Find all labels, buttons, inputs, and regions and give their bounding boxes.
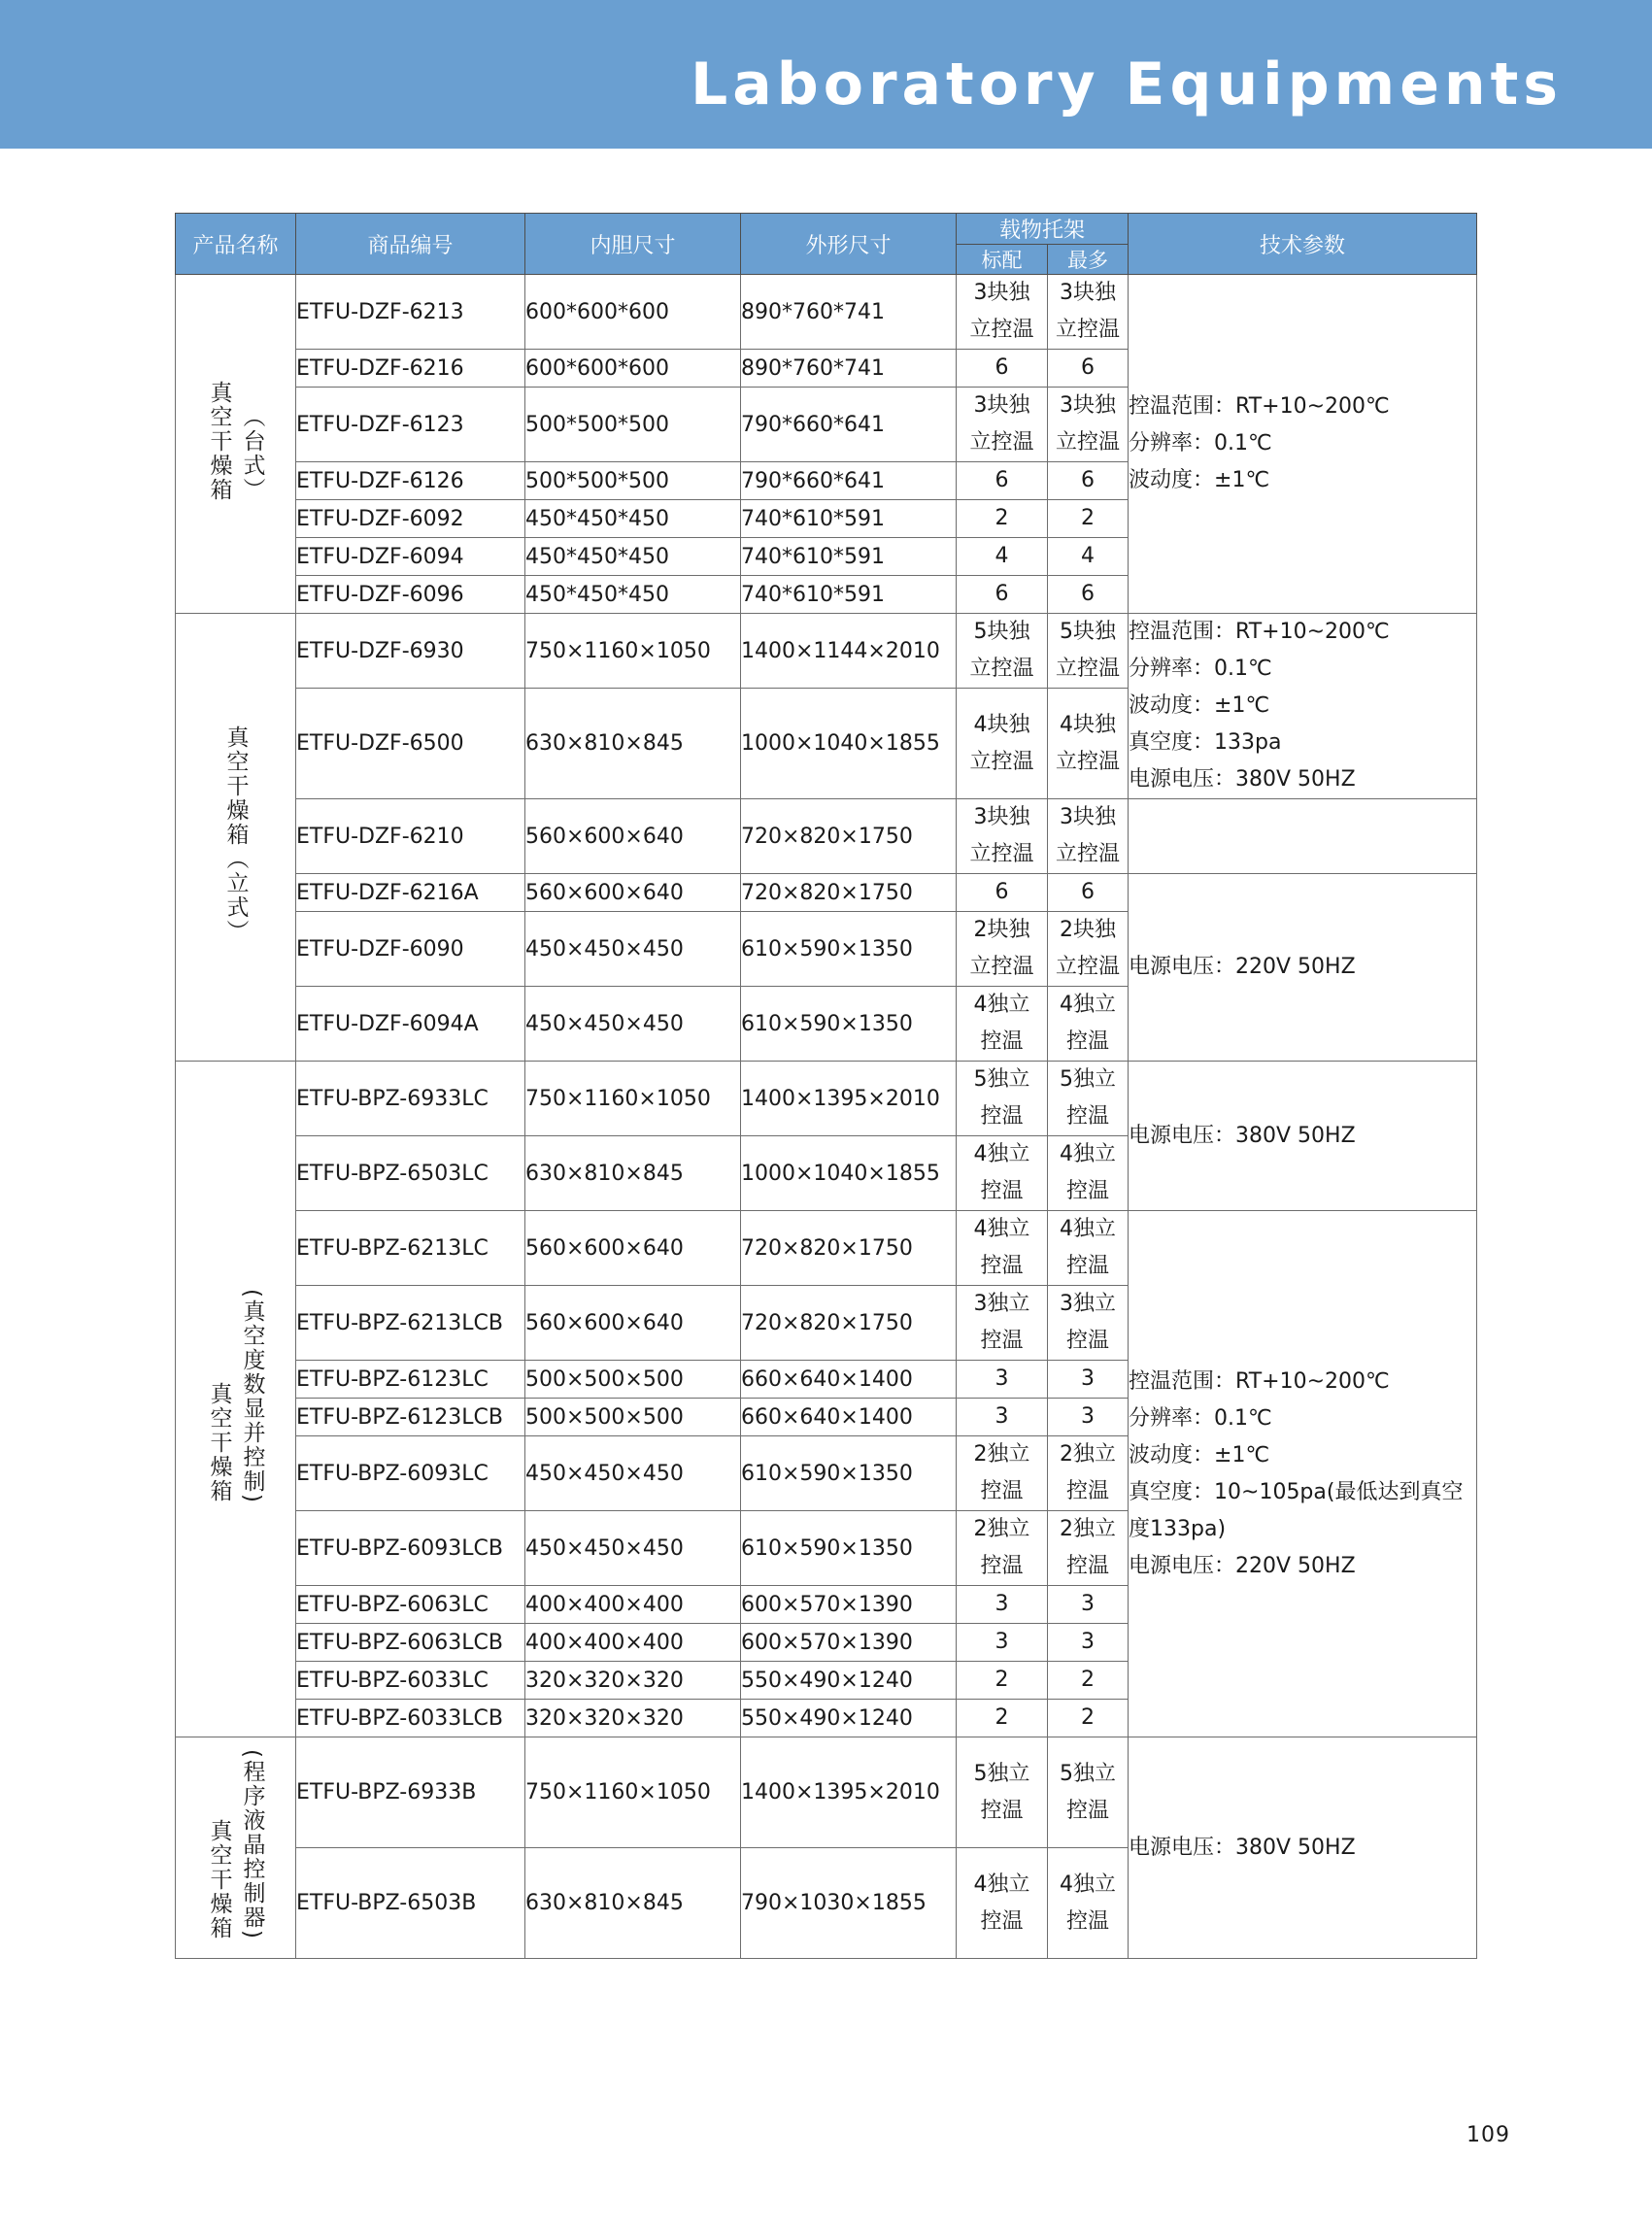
outer-size-cell: 660×640×1400 xyxy=(741,1361,957,1399)
tech-params-cell xyxy=(1129,874,1477,1062)
model-cell: ETFU-BPZ-6123LCB xyxy=(296,1399,525,1436)
model-cell: ETFU-BPZ-6123LC xyxy=(296,1361,525,1399)
tray-max-cell-line: 4块独 xyxy=(1060,712,1116,737)
header-outer-size: 外形尺寸 xyxy=(741,214,957,275)
tray-max-cell-line: 控温 xyxy=(1066,1908,1110,1934)
tray-standard-cell-line: 5独立 xyxy=(973,1067,1030,1092)
inner-size-cell: 750×1160×1050 xyxy=(525,1062,741,1136)
tech-param-line: 分辨率：0.1℃ xyxy=(1129,657,1272,681)
table-row xyxy=(176,874,1477,912)
tray-max-cell-line: 立控温 xyxy=(1056,318,1121,342)
category-cell xyxy=(176,275,296,614)
tray-standard-cell xyxy=(957,500,1048,538)
model-cell: ETFU-BPZ-6033LC xyxy=(296,1662,525,1700)
tray-max-cell xyxy=(1048,799,1129,874)
tray-standard-cell xyxy=(957,538,1048,576)
model-cell: ETFU-BPZ-6093LCB xyxy=(296,1511,525,1586)
outer-size-cell: 890*760*741 xyxy=(741,350,957,388)
category-label: 真空干燥箱（立式） xyxy=(222,725,249,944)
model-cell: ETFU-BPZ-6503B xyxy=(296,1848,525,1959)
tray-max-cell-line: 控温 xyxy=(1066,1329,1110,1353)
category-label: （台式） xyxy=(239,404,265,502)
outer-size-cell: 550×490×1240 xyxy=(741,1662,957,1700)
category-label: (程序液晶控制器) xyxy=(239,1749,265,1940)
tray-standard-cell-line: 立控温 xyxy=(969,842,1034,866)
tray-standard-cell xyxy=(957,1511,1048,1586)
spec-table-body xyxy=(176,275,1477,1959)
outer-size-cell: 720×820×1750 xyxy=(741,874,957,912)
outer-size-cell: 610×590×1350 xyxy=(741,1511,957,1586)
inner-size-cell: 560×600×640 xyxy=(525,1211,741,1286)
tray-standard-cell-line: 6 xyxy=(995,468,1009,492)
inner-size-cell: 750×1160×1050 xyxy=(525,1737,741,1848)
tray-standard-cell-line: 4块独 xyxy=(973,712,1030,737)
tray-max-cell-line: 控温 xyxy=(1066,1479,1110,1503)
page-number: 109 xyxy=(1467,2123,1510,2147)
tray-standard-cell-line: 控温 xyxy=(980,1179,1024,1203)
tray-max-cell-line: 3 xyxy=(1081,1630,1095,1654)
tray-standard-cell-line: 4独立 xyxy=(973,1872,1030,1897)
tray-max-cell-line: 6 xyxy=(1081,355,1095,380)
tray-max-cell xyxy=(1048,462,1129,500)
inner-size-cell: 500×500×500 xyxy=(525,1361,741,1399)
tray-max-cell-line: 2 xyxy=(1081,1705,1095,1730)
model-cell: ETFU-BPZ-6503LC xyxy=(296,1136,525,1211)
tray-max-cell-line: 3块独 xyxy=(1060,805,1116,829)
tray-max-cell xyxy=(1048,1062,1129,1136)
tray-standard-cell-line: 5块独 xyxy=(973,620,1030,644)
tray-max-cell xyxy=(1048,874,1129,912)
tray-max-cell xyxy=(1048,912,1129,987)
tray-standard-cell xyxy=(957,1662,1048,1700)
tray-max-cell-line: 5块独 xyxy=(1060,620,1116,644)
tray-max-cell-line: 6 xyxy=(1081,468,1095,492)
tray-standard-cell xyxy=(957,388,1048,462)
tech-params-cell xyxy=(1129,799,1477,874)
tray-standard-cell-line: 3 xyxy=(995,1404,1009,1429)
tray-standard-cell xyxy=(957,1700,1048,1737)
tray-standard-cell xyxy=(957,874,1048,912)
header-tech: 技术参数 xyxy=(1129,214,1477,275)
model-cell: ETFU-BPZ-6933LC xyxy=(296,1062,525,1136)
tray-max-cell-line: 立控温 xyxy=(1056,430,1121,455)
tray-max-cell-line: 2独立 xyxy=(1060,1517,1116,1541)
tray-max-cell xyxy=(1048,1399,1129,1436)
tray-standard-cell xyxy=(957,1399,1048,1436)
tech-params-cell xyxy=(1129,1062,1477,1211)
model-cell: ETFU-DZF-6096 xyxy=(296,576,525,614)
model-cell: ETFU-BPZ-6213LCB xyxy=(296,1286,525,1361)
inner-size-cell: 500×500×500 xyxy=(525,1399,741,1436)
tray-max-cell xyxy=(1048,1624,1129,1662)
tray-max-cell-line: 控温 xyxy=(1066,1104,1110,1129)
tech-param-line: 电源电压：380V 50HZ xyxy=(1129,1835,1356,1860)
tray-max-cell xyxy=(1048,1848,1129,1959)
category-cell xyxy=(176,1737,296,1959)
table-row xyxy=(176,1737,1477,1848)
tray-standard-cell xyxy=(957,1136,1048,1211)
tray-standard-cell-line: 2块独 xyxy=(973,918,1030,942)
tray-max-cell-line: 控温 xyxy=(1066,1798,1110,1823)
tray-standard-cell-line: 2 xyxy=(995,1668,1009,1692)
inner-size-cell: 450×450×450 xyxy=(525,912,741,987)
outer-size-cell: 1000×1040×1855 xyxy=(741,1136,957,1211)
tray-max-cell-line: 控温 xyxy=(1066,1179,1110,1203)
tech-param-line: 度133pa) xyxy=(1129,1516,1227,1541)
model-cell: ETFU-DZF-6090 xyxy=(296,912,525,987)
inner-size-cell: 750×1160×1050 xyxy=(525,614,741,689)
table-row xyxy=(176,614,1477,689)
tray-standard-cell-line: 3块独 xyxy=(973,281,1030,305)
tray-standard-cell xyxy=(957,275,1048,350)
inner-size-cell: 600*600*600 xyxy=(525,350,741,388)
table-row xyxy=(176,275,1477,350)
tray-standard-cell-line: 3块独 xyxy=(973,393,1030,418)
tray-standard-cell-line: 控温 xyxy=(980,1479,1024,1503)
tray-standard-cell-line: 立控温 xyxy=(969,749,1034,774)
tray-standard-cell-line: 4独立 xyxy=(973,1142,1030,1166)
header-banner xyxy=(0,0,1652,149)
model-cell: ETFU-BPZ-6063LCB xyxy=(296,1624,525,1662)
outer-size-cell: 790×1030×1855 xyxy=(741,1848,957,1959)
model-cell: ETFU-DZF-6930 xyxy=(296,614,525,689)
outer-size-cell: 720×820×1750 xyxy=(741,1286,957,1361)
outer-size-cell: 1400×1144×2010 xyxy=(741,614,957,689)
model-cell: ETFU-BPZ-6213LC xyxy=(296,1211,525,1286)
tech-params-cell xyxy=(1129,1211,1477,1737)
tray-standard-cell-line: 3 xyxy=(995,1366,1009,1391)
tray-standard-cell xyxy=(957,1624,1048,1662)
tray-max-cell-line: 3 xyxy=(1081,1592,1095,1616)
tech-param-line: 电源电压：380V 50HZ xyxy=(1129,767,1356,792)
tray-standard-cell-line: 3 xyxy=(995,1592,1009,1616)
tray-max-cell xyxy=(1048,275,1129,350)
model-cell: ETFU-BPZ-6063LC xyxy=(296,1586,525,1624)
outer-size-cell: 600×570×1390 xyxy=(741,1586,957,1624)
inner-size-cell: 450*450*450 xyxy=(525,500,741,538)
outer-size-cell: 740*610*591 xyxy=(741,538,957,576)
outer-size-cell: 740*610*591 xyxy=(741,500,957,538)
tray-max-cell-line: 6 xyxy=(1081,880,1095,904)
tech-params-cell xyxy=(1129,275,1477,614)
tray-standard-cell-line: 4独立 xyxy=(973,1217,1030,1241)
inner-size-cell: 450*450*450 xyxy=(525,538,741,576)
tray-max-cell-line: 3 xyxy=(1081,1366,1095,1391)
model-cell: ETFU-DZF-6210 xyxy=(296,799,525,874)
tray-max-cell-line: 立控温 xyxy=(1056,842,1121,866)
page-title: Laboratory Equipments xyxy=(691,51,1563,118)
tray-max-cell xyxy=(1048,500,1129,538)
tray-standard-cell-line: 控温 xyxy=(980,1554,1024,1578)
header-model: 商品编号 xyxy=(296,214,525,275)
tray-max-cell xyxy=(1048,1586,1129,1624)
model-cell: ETFU-BPZ-6933B xyxy=(296,1737,525,1848)
outer-size-cell: 740*610*591 xyxy=(741,576,957,614)
inner-size-cell: 560×600×640 xyxy=(525,799,741,874)
inner-size-cell: 450×450×450 xyxy=(525,987,741,1062)
tray-standard-cell xyxy=(957,987,1048,1062)
tech-param-line: 波动度：±1℃ xyxy=(1129,468,1270,492)
inner-size-cell: 500*500*500 xyxy=(525,388,741,462)
tray-max-cell-line: 立控温 xyxy=(1056,955,1121,979)
model-cell: ETFU-DZF-6216A xyxy=(296,874,525,912)
tray-max-cell xyxy=(1048,1361,1129,1399)
inner-size-cell: 450×450×450 xyxy=(525,1436,741,1511)
tray-standard-cell-line: 3块独 xyxy=(973,805,1030,829)
tray-standard-cell-line: 立控温 xyxy=(969,430,1034,455)
tray-standard-cell-line: 3独立 xyxy=(973,1292,1030,1316)
tray-standard-cell-line: 2独立 xyxy=(973,1517,1030,1541)
tech-param-line: 电源电压：220V 50HZ xyxy=(1129,955,1356,979)
inner-size-cell: 400×400×400 xyxy=(525,1586,741,1624)
tray-max-cell-line: 6 xyxy=(1081,582,1095,606)
tray-max-cell xyxy=(1048,1511,1129,1586)
tray-max-cell-line: 4独立 xyxy=(1060,1142,1116,1166)
tech-param-line: 波动度：±1℃ xyxy=(1129,693,1270,718)
header-tray-max: 最多 xyxy=(1048,245,1129,275)
tray-max-cell xyxy=(1048,576,1129,614)
category-label: 真空干燥箱 xyxy=(206,380,232,502)
header-tray-standard: 标配 xyxy=(957,245,1048,275)
tray-max-cell-line: 2 xyxy=(1081,1668,1095,1692)
model-cell: ETFU-DZF-6126 xyxy=(296,462,525,500)
tray-max-cell xyxy=(1048,1700,1129,1737)
tray-standard-cell-line: 2独立 xyxy=(973,1442,1030,1467)
tray-max-cell-line: 3块独 xyxy=(1060,281,1116,305)
outer-size-cell: 610×590×1350 xyxy=(741,912,957,987)
tray-max-cell-line: 4 xyxy=(1081,544,1095,568)
table-row xyxy=(176,1062,1477,1136)
tray-standard-cell-line: 控温 xyxy=(980,1798,1024,1823)
outer-size-cell: 790*660*641 xyxy=(741,388,957,462)
tray-standard-cell xyxy=(957,799,1048,874)
inner-size-cell: 630×810×845 xyxy=(525,689,741,799)
header-tray: 载物托架 xyxy=(957,214,1129,245)
category-cell xyxy=(176,1062,296,1737)
tray-standard-cell-line: 5独立 xyxy=(973,1761,1030,1786)
tray-standard-cell xyxy=(957,912,1048,987)
tray-standard-cell xyxy=(957,689,1048,799)
tray-max-cell-line: 2 xyxy=(1081,506,1095,530)
table-row xyxy=(176,799,1477,874)
tray-max-cell xyxy=(1048,350,1129,388)
tray-max-cell-line: 5独立 xyxy=(1060,1067,1116,1092)
outer-size-cell: 720×820×1750 xyxy=(741,799,957,874)
tray-standard-cell-line: 立控温 xyxy=(969,318,1034,342)
tray-standard-cell-line: 控温 xyxy=(980,1908,1024,1934)
model-cell: ETFU-DZF-6213 xyxy=(296,275,525,350)
inner-size-cell: 560×600×640 xyxy=(525,1286,741,1361)
spec-table xyxy=(175,213,1477,1959)
inner-size-cell: 450×450×450 xyxy=(525,1511,741,1586)
tray-standard-cell-line: 控温 xyxy=(980,1104,1024,1129)
inner-size-cell: 400×400×400 xyxy=(525,1624,741,1662)
header-name: 产品名称 xyxy=(176,214,296,275)
outer-size-cell: 790*660*641 xyxy=(741,462,957,500)
tray-max-cell xyxy=(1048,1662,1129,1700)
tray-standard-cell xyxy=(957,462,1048,500)
category-cell xyxy=(176,614,296,1062)
tray-max-cell xyxy=(1048,538,1129,576)
tray-standard-cell-line: 2 xyxy=(995,1705,1009,1730)
tray-max-cell-line: 立控温 xyxy=(1056,657,1121,681)
outer-size-cell: 660×640×1400 xyxy=(741,1399,957,1436)
inner-size-cell: 320×320×320 xyxy=(525,1662,741,1700)
outer-size-cell: 550×490×1240 xyxy=(741,1700,957,1737)
tray-max-cell xyxy=(1048,1136,1129,1211)
model-cell: ETFU-BPZ-6093LC xyxy=(296,1436,525,1511)
outer-size-cell: 610×590×1350 xyxy=(741,987,957,1062)
tray-standard-cell xyxy=(957,1361,1048,1399)
tray-max-cell-line: 控温 xyxy=(1066,1554,1110,1578)
model-cell: ETFU-DZF-6092 xyxy=(296,500,525,538)
tray-standard-cell xyxy=(957,350,1048,388)
tech-param-line: 波动度：±1℃ xyxy=(1129,1442,1270,1467)
tray-max-cell xyxy=(1048,987,1129,1062)
tray-max-cell xyxy=(1048,1286,1129,1361)
tech-params-cell xyxy=(1129,614,1477,799)
outer-size-cell: 610×590×1350 xyxy=(741,1436,957,1511)
tray-standard-cell xyxy=(957,576,1048,614)
tray-standard-cell-line: 4 xyxy=(995,544,1009,568)
model-cell: ETFU-DZF-6123 xyxy=(296,388,525,462)
model-cell: ETFU-DZF-6094A xyxy=(296,987,525,1062)
tray-standard-cell-line: 立控温 xyxy=(969,657,1034,681)
category-label: 真空干燥箱 xyxy=(206,1818,232,1940)
outer-size-cell: 600×570×1390 xyxy=(741,1624,957,1662)
outer-size-cell: 1000×1040×1855 xyxy=(741,689,957,799)
tray-standard-cell xyxy=(957,1586,1048,1624)
category-label: 真空干燥箱 xyxy=(206,1382,232,1504)
tray-standard-cell-line: 6 xyxy=(995,880,1009,904)
inner-size-cell: 320×320×320 xyxy=(525,1700,741,1737)
tray-standard-cell xyxy=(957,1848,1048,1959)
tray-max-cell-line: 3 xyxy=(1081,1404,1095,1429)
tech-param-line: 真空度：133pa xyxy=(1129,730,1282,755)
tech-param-line: 电源电压：220V 50HZ xyxy=(1129,1553,1356,1578)
tray-standard-cell-line: 控温 xyxy=(980,1254,1024,1278)
inner-size-cell: 630×810×845 xyxy=(525,1848,741,1959)
tray-max-cell-line: 4独立 xyxy=(1060,993,1116,1017)
tech-param-line: 电源电压：380V 50HZ xyxy=(1129,1123,1356,1148)
table-row xyxy=(176,1211,1477,1286)
tray-max-cell-line: 4独立 xyxy=(1060,1217,1116,1241)
tray-max-cell xyxy=(1048,388,1129,462)
tech-param-line: 分辨率：0.1℃ xyxy=(1129,431,1272,455)
model-cell: ETFU-DZF-6216 xyxy=(296,350,525,388)
tray-max-cell-line: 立控温 xyxy=(1056,749,1121,774)
tray-standard-cell-line: 6 xyxy=(995,582,1009,606)
tray-standard-cell xyxy=(957,614,1048,689)
tray-max-cell-line: 2独立 xyxy=(1060,1442,1116,1467)
tray-max-cell xyxy=(1048,1737,1129,1848)
tray-max-cell-line: 控温 xyxy=(1066,1029,1110,1054)
tray-standard-cell-line: 4独立 xyxy=(973,993,1030,1017)
tray-max-cell-line: 2块独 xyxy=(1060,918,1116,942)
outer-size-cell: 1400×1395×2010 xyxy=(741,1062,957,1136)
tray-max-cell-line: 5独立 xyxy=(1060,1761,1116,1786)
tray-max-cell xyxy=(1048,614,1129,689)
tray-max-cell xyxy=(1048,1436,1129,1511)
tray-standard-cell xyxy=(957,1211,1048,1286)
tech-param-line: 控温范围：RT+10~200℃ xyxy=(1129,394,1390,419)
tech-param-line: 分辨率：0.1℃ xyxy=(1129,1405,1272,1431)
tray-max-cell-line: 3块独 xyxy=(1060,393,1116,418)
tray-standard-cell xyxy=(957,1737,1048,1848)
model-cell: ETFU-BPZ-6033LCB xyxy=(296,1700,525,1737)
inner-size-cell: 600*600*600 xyxy=(525,275,741,350)
model-cell: ETFU-DZF-6094 xyxy=(296,538,525,576)
inner-size-cell: 450*450*450 xyxy=(525,576,741,614)
tray-standard-cell-line: 控温 xyxy=(980,1029,1024,1054)
outer-size-cell: 890*760*741 xyxy=(741,275,957,350)
inner-size-cell: 500*500*500 xyxy=(525,462,741,500)
tech-params-cell xyxy=(1129,1737,1477,1959)
tray-standard-cell xyxy=(957,1436,1048,1511)
inner-size-cell: 630×810×845 xyxy=(525,1136,741,1211)
tech-param-line: 控温范围：RT+10~200℃ xyxy=(1129,1368,1390,1394)
tray-standard-cell-line: 6 xyxy=(995,355,1009,380)
tray-standard-cell-line: 3 xyxy=(995,1630,1009,1654)
tray-standard-cell-line: 立控温 xyxy=(969,955,1034,979)
tray-max-cell-line: 3独立 xyxy=(1060,1292,1116,1316)
outer-size-cell: 720×820×1750 xyxy=(741,1211,957,1286)
tech-param-line: 真空度：10~105pa(最低达到真空 xyxy=(1129,1479,1464,1504)
tech-param-line: 控温范围：RT+10~200℃ xyxy=(1129,620,1390,644)
outer-size-cell: 1400×1395×2010 xyxy=(741,1737,957,1848)
inner-size-cell: 560×600×640 xyxy=(525,874,741,912)
tray-max-cell xyxy=(1048,1211,1129,1286)
category-label: (真空度数显并控制) xyxy=(239,1288,265,1504)
tray-max-cell-line: 控温 xyxy=(1066,1254,1110,1278)
header-inner-size: 内胆尺寸 xyxy=(525,214,741,275)
tray-standard-cell-line: 2 xyxy=(995,506,1009,530)
tray-standard-cell xyxy=(957,1286,1048,1361)
tray-max-cell-line: 4独立 xyxy=(1060,1872,1116,1897)
tray-standard-cell-line: 控温 xyxy=(980,1329,1024,1353)
tray-standard-cell xyxy=(957,1062,1048,1136)
model-cell: ETFU-DZF-6500 xyxy=(296,689,525,799)
tray-max-cell xyxy=(1048,689,1129,799)
